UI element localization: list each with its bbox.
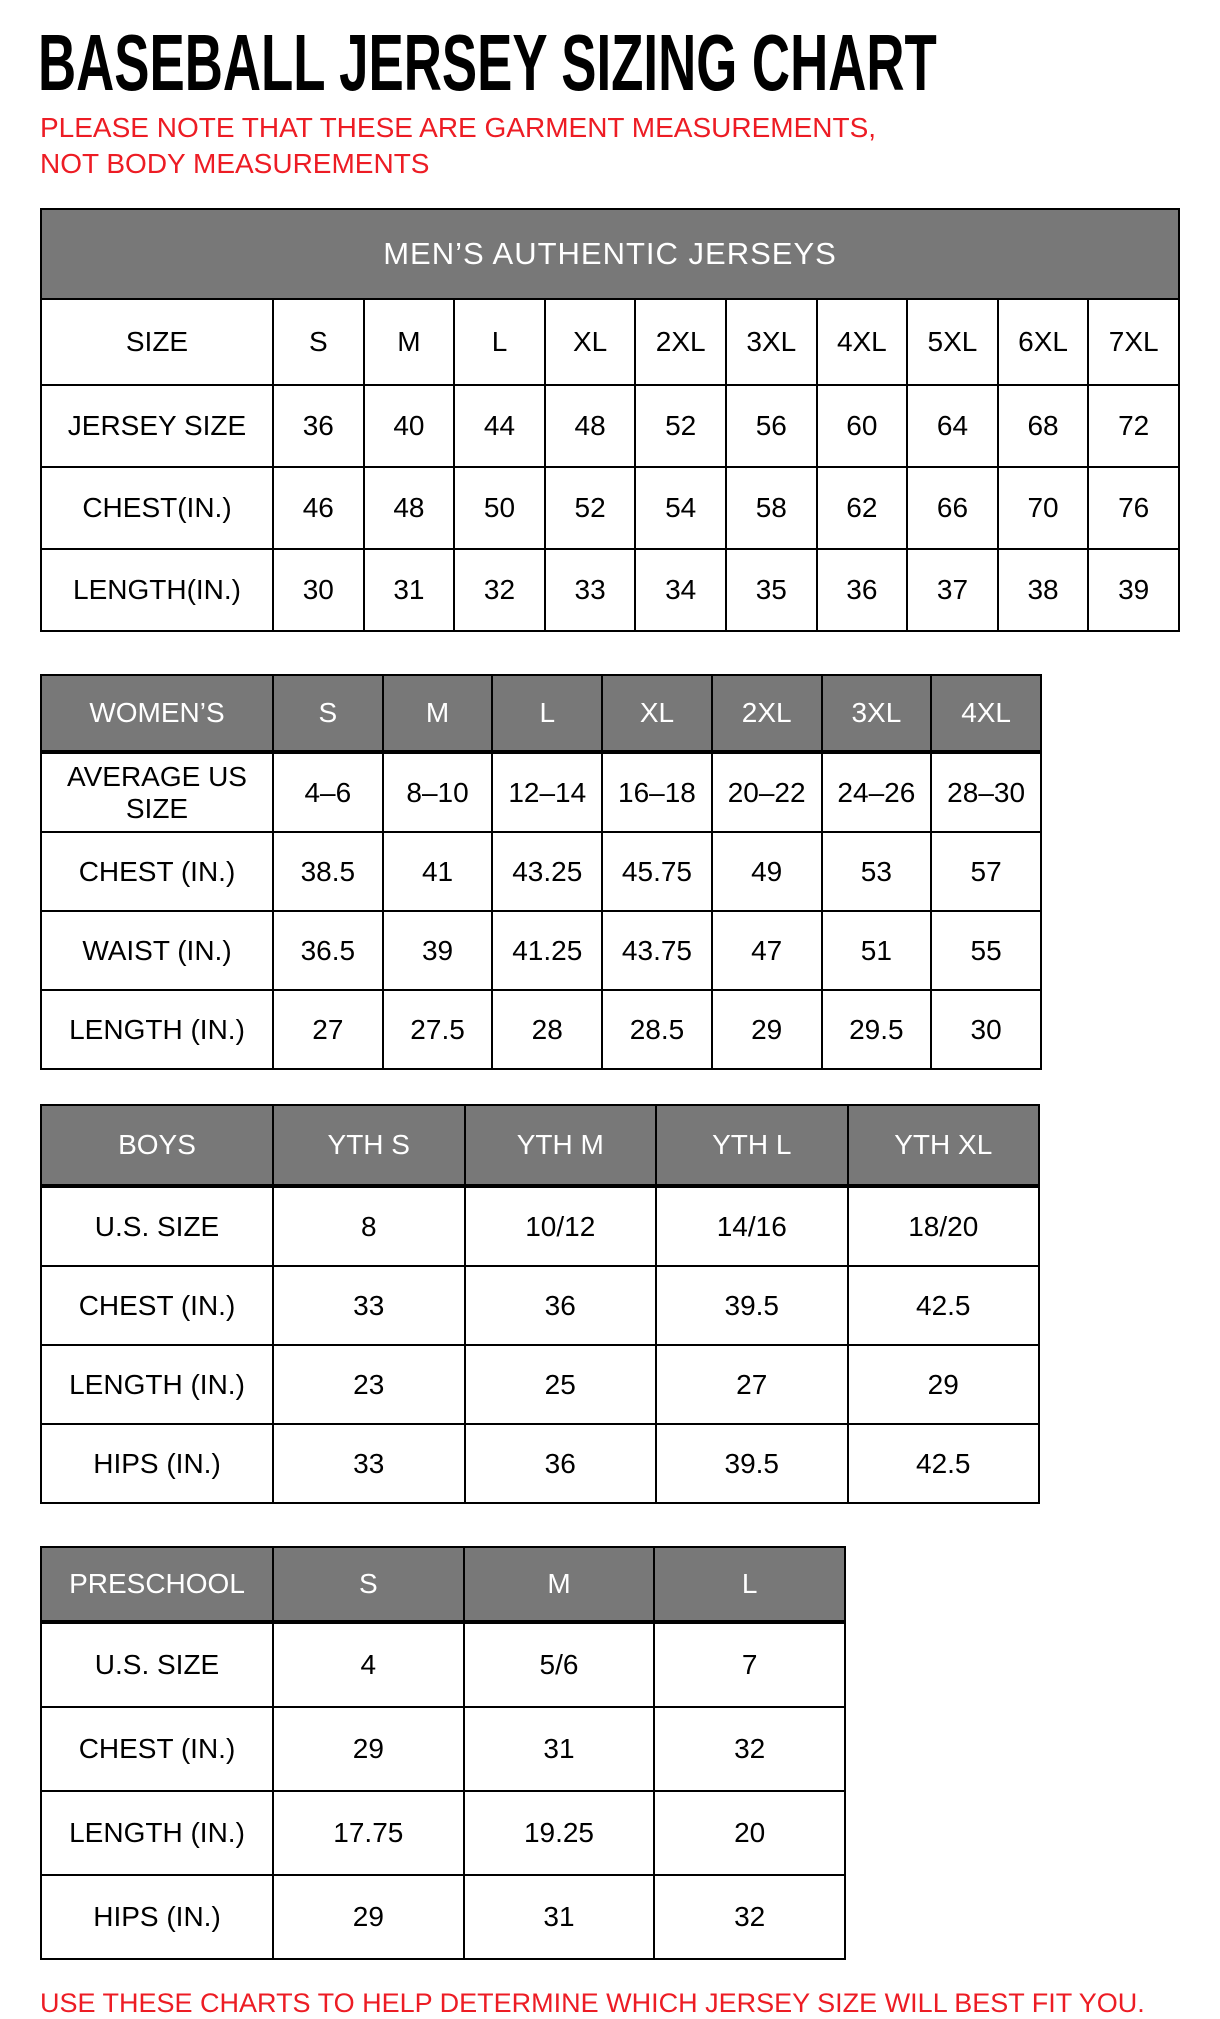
preschool-value-cell: 31	[464, 1875, 655, 1959]
womens-value-cell: 39	[383, 911, 493, 990]
mens-row-label: LENGTH(IN.)	[41, 549, 273, 631]
boys-value-cell: 33	[273, 1424, 465, 1503]
mens-value-cell: 36	[273, 385, 364, 467]
preschool-column-header: L	[654, 1547, 845, 1622]
womens-value-cell: 27.5	[383, 990, 493, 1069]
mens-column-header: XL	[545, 299, 636, 385]
womens-value-cell: 29.5	[822, 990, 932, 1069]
preschool-data-row	[41, 1875, 845, 1959]
womens-value-cell: 53	[822, 832, 932, 911]
mens-value-cell: 37	[907, 549, 998, 631]
boys-data-row	[41, 1345, 1039, 1424]
womens-data-row	[41, 990, 1041, 1069]
mens-column-header: 7XL	[1088, 299, 1179, 385]
womens-value-cell: 41.25	[492, 911, 602, 990]
boys-row-label: CHEST (IN.)	[41, 1266, 273, 1345]
preschool-data-row	[41, 1707, 845, 1791]
mens-column-header: 3XL	[726, 299, 817, 385]
womens-data-row	[41, 911, 1041, 990]
page-title: BASEBALL JERSEY SIZING CHART	[38, 18, 937, 107]
mens-value-cell: 52	[545, 467, 636, 549]
womens-column-header: L	[492, 675, 602, 752]
mens-value-cell: 68	[998, 385, 1089, 467]
preschool-value-cell: 32	[654, 1875, 845, 1959]
womens-column-header: M	[383, 675, 493, 752]
boys-value-cell: 33	[273, 1266, 465, 1345]
womens-sizing-table	[40, 674, 1042, 1070]
fit-advice-note: USE THESE CHARTS TO HELP DETERMINE WHICH JERSEY SIZE WILL BEST FIT YOU.	[40, 1988, 1145, 2019]
preschool-row-label: HIPS (IN.)	[41, 1875, 273, 1959]
preschool-value-cell: 32	[654, 1707, 845, 1791]
mens-value-cell: 34	[635, 549, 726, 631]
womens-corner-header: WOMEN’S	[41, 675, 273, 752]
mens-title-band-row	[41, 209, 1179, 299]
boys-value-cell: 29	[848, 1345, 1040, 1424]
boys-header-row	[41, 1105, 1039, 1186]
mens-value-cell: 46	[273, 467, 364, 549]
mens-value-cell: 70	[998, 467, 1089, 549]
boys-column-header: YTH XL	[848, 1105, 1040, 1186]
womens-value-cell: 47	[712, 911, 822, 990]
preschool-value-cell: 19.25	[464, 1791, 655, 1875]
womens-data-row	[41, 752, 1041, 832]
boys-value-cell: 36	[465, 1266, 657, 1345]
boys-column-header: YTH S	[273, 1105, 465, 1186]
mens-value-cell: 62	[817, 467, 908, 549]
boys-row-label: LENGTH (IN.)	[41, 1345, 273, 1424]
preschool-row-label: U.S. SIZE	[41, 1622, 273, 1707]
mens-value-cell: 39	[1088, 549, 1179, 631]
womens-value-cell: 20–22	[712, 752, 822, 832]
preschool-column-header: S	[273, 1547, 464, 1622]
womens-value-cell: 41	[383, 832, 493, 911]
womens-row-label: CHEST (IN.)	[41, 832, 273, 911]
boys-row-label: U.S. SIZE	[41, 1186, 273, 1266]
mens-column-header: L	[454, 299, 545, 385]
mens-value-cell: 44	[454, 385, 545, 467]
boys-sizing-table	[40, 1104, 1040, 1504]
mens-data-row	[41, 385, 1179, 467]
womens-data-row	[41, 832, 1041, 911]
boys-value-cell: 42.5	[848, 1266, 1040, 1345]
mens-value-cell: 35	[726, 549, 817, 631]
womens-value-cell: 28.5	[602, 990, 712, 1069]
boys-value-cell: 10/12	[465, 1186, 657, 1266]
womens-value-cell: 8–10	[383, 752, 493, 832]
mens-value-cell: 50	[454, 467, 545, 549]
mens-column-header: 2XL	[635, 299, 726, 385]
womens-row-label: LENGTH (IN.)	[41, 990, 273, 1069]
womens-column-header: 3XL	[822, 675, 932, 752]
mens-row-label: JERSEY SIZE	[41, 385, 273, 467]
mens-sizing-table	[40, 208, 1180, 632]
mens-data-row	[41, 549, 1179, 631]
mens-column-header: 6XL	[998, 299, 1089, 385]
womens-value-cell: 51	[822, 911, 932, 990]
mens-column-header: S	[273, 299, 364, 385]
womens-value-cell: 28–30	[931, 752, 1041, 832]
womens-header-row	[41, 675, 1041, 752]
mens-value-cell: 60	[817, 385, 908, 467]
garment-measurement-note: PLEASE NOTE THAT THESE ARE GARMENT MEASUREMENTS, NOT BODY MEASUREMENTS	[40, 112, 877, 180]
womens-column-header: 2XL	[712, 675, 822, 752]
womens-value-cell: 24–26	[822, 752, 932, 832]
womens-value-cell: 49	[712, 832, 822, 911]
mens-value-cell: 31	[364, 549, 455, 631]
preschool-value-cell: 29	[273, 1707, 464, 1791]
womens-value-cell: 28	[492, 990, 602, 1069]
preschool-sizing-table	[40, 1546, 846, 1960]
womens-value-cell: 12–14	[492, 752, 602, 832]
womens-value-cell: 43.75	[602, 911, 712, 990]
mens-column-header: M	[364, 299, 455, 385]
boys-value-cell: 42.5	[848, 1424, 1040, 1503]
mens-value-cell: 32	[454, 549, 545, 631]
mens-value-cell: 76	[1088, 467, 1179, 549]
womens-column-header: XL	[602, 675, 712, 752]
preschool-header-row	[41, 1547, 845, 1622]
womens-value-cell: 57	[931, 832, 1041, 911]
boys-data-row	[41, 1186, 1039, 1266]
womens-row-label: AVERAGE US SIZE	[41, 752, 273, 832]
mens-value-cell: 56	[726, 385, 817, 467]
womens-row-label: WAIST (IN.)	[41, 911, 273, 990]
boys-value-cell: 14/16	[656, 1186, 848, 1266]
preschool-row-label: LENGTH (IN.)	[41, 1791, 273, 1875]
preschool-data-row	[41, 1791, 845, 1875]
preschool-value-cell: 7	[654, 1622, 845, 1707]
preschool-column-header: M	[464, 1547, 655, 1622]
boys-corner-header: BOYS	[41, 1105, 273, 1186]
womens-value-cell: 29	[712, 990, 822, 1069]
mens-value-cell: 40	[364, 385, 455, 467]
boys-value-cell: 36	[465, 1424, 657, 1503]
mens-value-cell: 30	[273, 549, 364, 631]
mens-value-cell: 36	[817, 549, 908, 631]
mens-value-cell: 58	[726, 467, 817, 549]
mens-value-cell: 64	[907, 385, 998, 467]
boys-data-row	[41, 1266, 1039, 1345]
womens-value-cell: 4–6	[273, 752, 383, 832]
womens-value-cell: 45.75	[602, 832, 712, 911]
preschool-data-row	[41, 1622, 845, 1707]
boys-value-cell: 8	[273, 1186, 465, 1266]
preschool-value-cell: 31	[464, 1707, 655, 1791]
preschool-value-cell: 29	[273, 1875, 464, 1959]
mens-value-cell: 66	[907, 467, 998, 549]
preschool-corner-header: PRESCHOOL	[41, 1547, 273, 1622]
boys-value-cell: 23	[273, 1345, 465, 1424]
mens-value-cell: 48	[545, 385, 636, 467]
mens-column-header: 4XL	[817, 299, 908, 385]
boys-column-header: YTH M	[465, 1105, 657, 1186]
preschool-value-cell: 5/6	[464, 1622, 655, 1707]
mens-row-label: CHEST(IN.)	[41, 467, 273, 549]
preschool-value-cell: 17.75	[273, 1791, 464, 1875]
womens-value-cell: 55	[931, 911, 1041, 990]
womens-value-cell: 43.25	[492, 832, 602, 911]
womens-column-header: S	[273, 675, 383, 752]
mens-column-header: 5XL	[907, 299, 998, 385]
mens-value-cell: 52	[635, 385, 726, 467]
boys-row-label: HIPS (IN.)	[41, 1424, 273, 1503]
womens-value-cell: 38.5	[273, 832, 383, 911]
boys-data-row	[41, 1424, 1039, 1503]
preschool-value-cell: 20	[654, 1791, 845, 1875]
mens-value-cell: 33	[545, 549, 636, 631]
mens-header-row	[41, 299, 1179, 385]
mens-corner-header: SIZE	[41, 299, 273, 385]
preschool-value-cell: 4	[273, 1622, 464, 1707]
womens-value-cell: 16–18	[602, 752, 712, 832]
boys-value-cell: 39.5	[656, 1424, 848, 1503]
mens-value-cell: 48	[364, 467, 455, 549]
womens-value-cell: 36.5	[273, 911, 383, 990]
mens-value-cell: 38	[998, 549, 1089, 631]
boys-value-cell: 39.5	[656, 1266, 848, 1345]
mens-value-cell: 72	[1088, 385, 1179, 467]
mens-table-title: MEN’S AUTHENTIC JERSEYS	[41, 209, 1179, 299]
mens-value-cell: 54	[635, 467, 726, 549]
womens-column-header: 4XL	[931, 675, 1041, 752]
boys-value-cell: 27	[656, 1345, 848, 1424]
boys-value-cell: 25	[465, 1345, 657, 1424]
womens-value-cell: 27	[273, 990, 383, 1069]
boys-column-header: YTH L	[656, 1105, 848, 1186]
mens-data-row	[41, 467, 1179, 549]
boys-value-cell: 18/20	[848, 1186, 1040, 1266]
womens-value-cell: 30	[931, 990, 1041, 1069]
preschool-row-label: CHEST (IN.)	[41, 1707, 273, 1791]
